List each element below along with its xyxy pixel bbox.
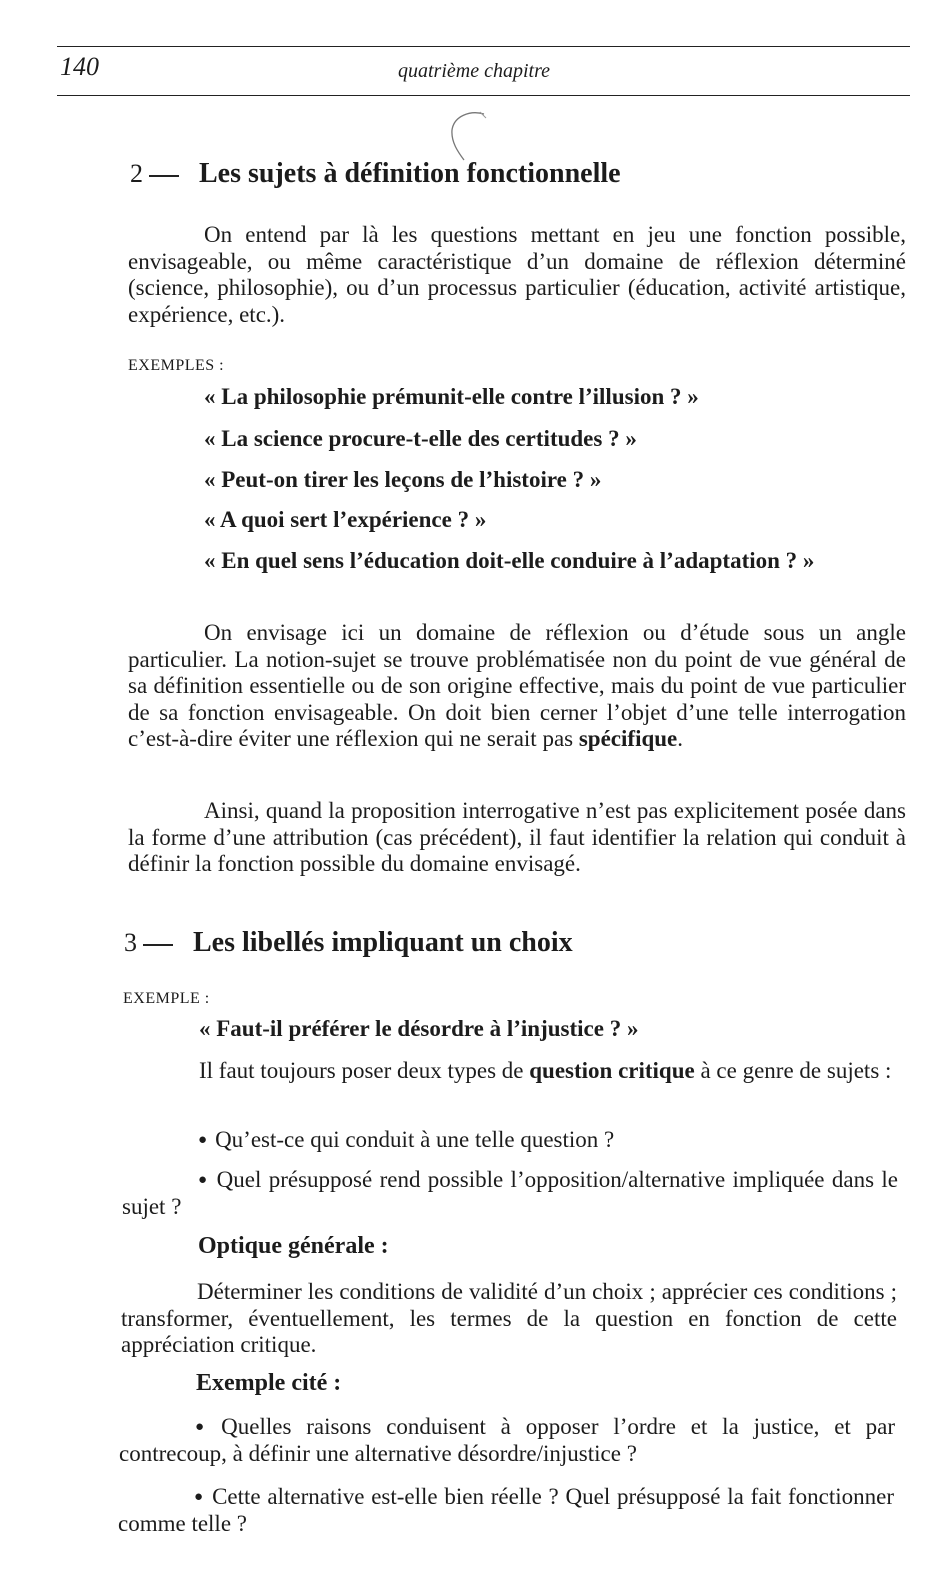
bullet-item bbox=[122, 1167, 898, 1220]
section-dash bbox=[143, 944, 173, 946]
exemple-cite-heading: Exemple cité : bbox=[196, 1370, 342, 1396]
bullet-text: Cette alternative est-elle bien réelle ? Quel présupposé la fait fonctionner comme telle ? bbox=[118, 1484, 894, 1536]
example-item: « Peut-on tirer les leçons de l’histoire ? » bbox=[204, 467, 602, 492]
section-3-title: Les libellés impliquant un choix bbox=[193, 927, 573, 958]
example-item: « La philosophie prémunit-elle contre l’illusion ? » bbox=[204, 384, 699, 409]
section-3-heading bbox=[124, 927, 573, 959]
example-item: « A quoi sert l’expérience ? » bbox=[204, 507, 487, 532]
bullet-icon: ● bbox=[194, 1489, 205, 1505]
section-2-heading bbox=[130, 158, 621, 190]
optique-heading: Optique générale : bbox=[198, 1233, 389, 1259]
page-number: 140 bbox=[60, 52, 99, 81]
paragraph-text: On envisage ici un domaine de réflexion ou d’étude sous un angle particulier. La notion-sujet se trouve problématisée non du point de vue général de sa définition essentielle ou de son origine effective, mais du point de vue particulier de sa fonction envisageable. On doit bien cerner l’objet d’une telle interrogation c’est-à-dire éviter une réflexion qui ne serait pas bbox=[128, 620, 906, 751]
example-label: EXEMPLE : bbox=[123, 990, 210, 1007]
bold-term: question critique bbox=[529, 1058, 695, 1083]
section-2-intro: On entend par là les questions mettant en jeu une fonction possible, envisageable, ou même caractéristique d’un domaine de réflexion déterminé (science, philosophie), ou d’un processus particulier (éducation, activité artistique, expérience, etc.). bbox=[128, 222, 906, 327]
header-top-rule bbox=[57, 46, 910, 47]
section-2-number: 2 bbox=[130, 159, 143, 188]
example-item: « Faut-il préférer le désordre à l’injustice ? » bbox=[199, 1016, 639, 1041]
section-3-number: 3 bbox=[124, 928, 137, 957]
bullet-item bbox=[119, 1414, 895, 1467]
header-bottom-rule bbox=[57, 95, 910, 96]
example-item: « En quel sens l’éducation doit-elle conduire à l’adaptation ? » bbox=[204, 548, 815, 573]
bullet-text: Quelles raisons conduisent à opposer l’ordre et la justice, et par contrecoup, à définir une alternative désordre/injustice ? bbox=[119, 1414, 895, 1466]
bullet-item bbox=[122, 1127, 898, 1154]
examples-label: EXEMPLES : bbox=[128, 357, 225, 374]
bullet-icon: ● bbox=[195, 1419, 214, 1435]
section-dash bbox=[149, 175, 179, 177]
bullet-text: Qu’est-ce qui conduit à une telle question ? bbox=[215, 1127, 615, 1152]
paragraph-text: Il faut toujours poser deux types de bbox=[199, 1058, 524, 1083]
section-2-title: Les sujets à définition fonctionnelle bbox=[199, 158, 621, 189]
bullet-item bbox=[118, 1484, 894, 1537]
bold-term: spécifique bbox=[578, 726, 678, 751]
bullet-icon: ● bbox=[198, 1132, 208, 1148]
paragraph-text: à ce genre de sujets : bbox=[700, 1058, 892, 1083]
section-3-paragraph-1 bbox=[123, 1058, 899, 1085]
bullet-text: Quel présupposé rend possible l’opposition/alternative impliquée dans le sujet ? bbox=[122, 1167, 898, 1219]
running-head: quatrième chapitre bbox=[398, 60, 551, 82]
section-2-paragraph-3: Ainsi, quand la proposition interrogative n’est pas explicitement posée dans la forme d’une attribution (cas précédent), il faut identifier la relation qui conduit à définir la fonction possible du domaine envisagé. bbox=[128, 798, 906, 876]
optique-text: Déterminer les conditions de validité d’un choix ; apprécier ces conditions ; transformer, éventuellement, les termes de la question en fonction de cette appréciation critique. bbox=[121, 1279, 897, 1357]
bullet-icon: ● bbox=[198, 1172, 209, 1188]
example-item: « La science procure-t-elle des certitudes ? » bbox=[204, 426, 637, 451]
section-2-paragraph-2 bbox=[128, 620, 906, 753]
paragraph-end: . bbox=[677, 726, 683, 751]
